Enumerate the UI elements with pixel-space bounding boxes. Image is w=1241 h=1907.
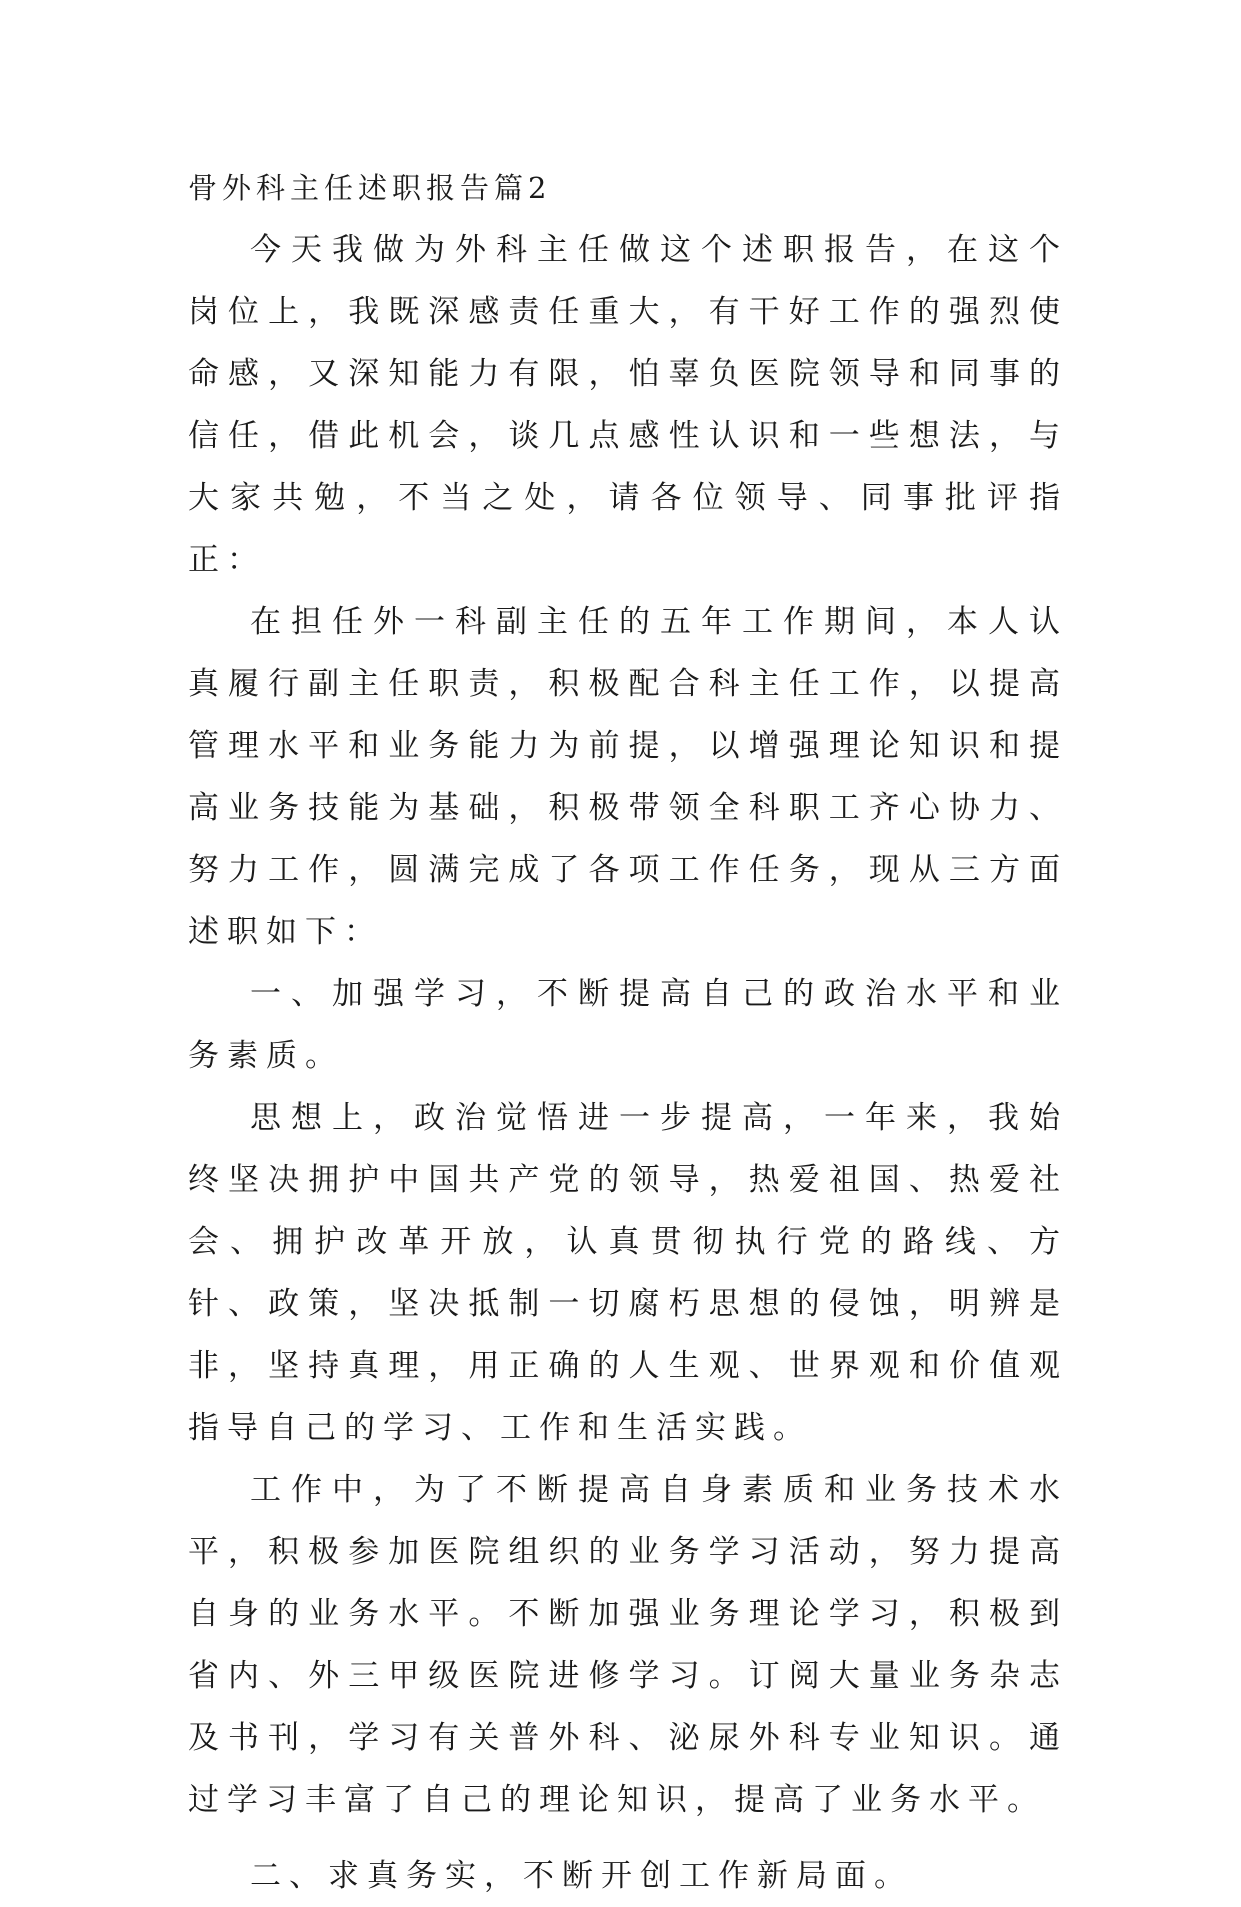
- paragraph-intro: 今天我做为外科主任做这个述职报告，在这个岗位上，我既深感责任重大，有干好工作的强烈使命感，又深知能力有限，怕辜负医院领导和同事的信任，借此机会，谈几点感性认识和一些想法，与大家共勉，不当之处，请各位领导、同事批评指正：: [188, 232, 1068, 578]
- document-title: 骨外科主任述职报告篇2: [188, 171, 552, 205]
- section-heading-1: 一、加强学习，不断提高自己的政治水平和业务素质。: [188, 976, 1068, 1074]
- section-heading-2: 二、求真务实，不断开创工作新局面。: [250, 1858, 913, 1894]
- paragraph-ideology: 思想上，政治觉悟进一步提高，一年来，我始终坚决拥护中国共产党的领导，热爱祖国、热爱社会、拥护改革开放，认真贯彻执行党的路线、方针、政策，坚决抵制一切腐朽思想的侵蚀，明辨是非，坚持真理，用正确的人生观、世界观和价值观指导自己的学习、工作和生活实践。: [188, 1100, 1068, 1446]
- document-body: [188, 157, 1068, 1907]
- paragraph-work-study: 工作中，为了不断提高自身素质和业务技术水平，积极参加医院组织的业务学习活动，努力提高自身的业务水平。不断加强业务理论学习，积极到省内、外三甲级医院进修学习。订阅大量业务杂志及书刊，学习有关普外科、泌尿外科专业知识。通过学习丰富了自己的理论知识，提高了业务水平。: [188, 1472, 1068, 1818]
- paragraph-overview: 在担任外一科副主任的五年工作期间，本人认真履行副主任职责，积极配合科主任工作，以提高管理水平和业务能力为前提，以增强理论知识和提高业务技能为基础，积极带领全科职工齐心协力、努力工作，圆满完成了各项工作任务，现从三方面述职如下：: [188, 604, 1068, 950]
